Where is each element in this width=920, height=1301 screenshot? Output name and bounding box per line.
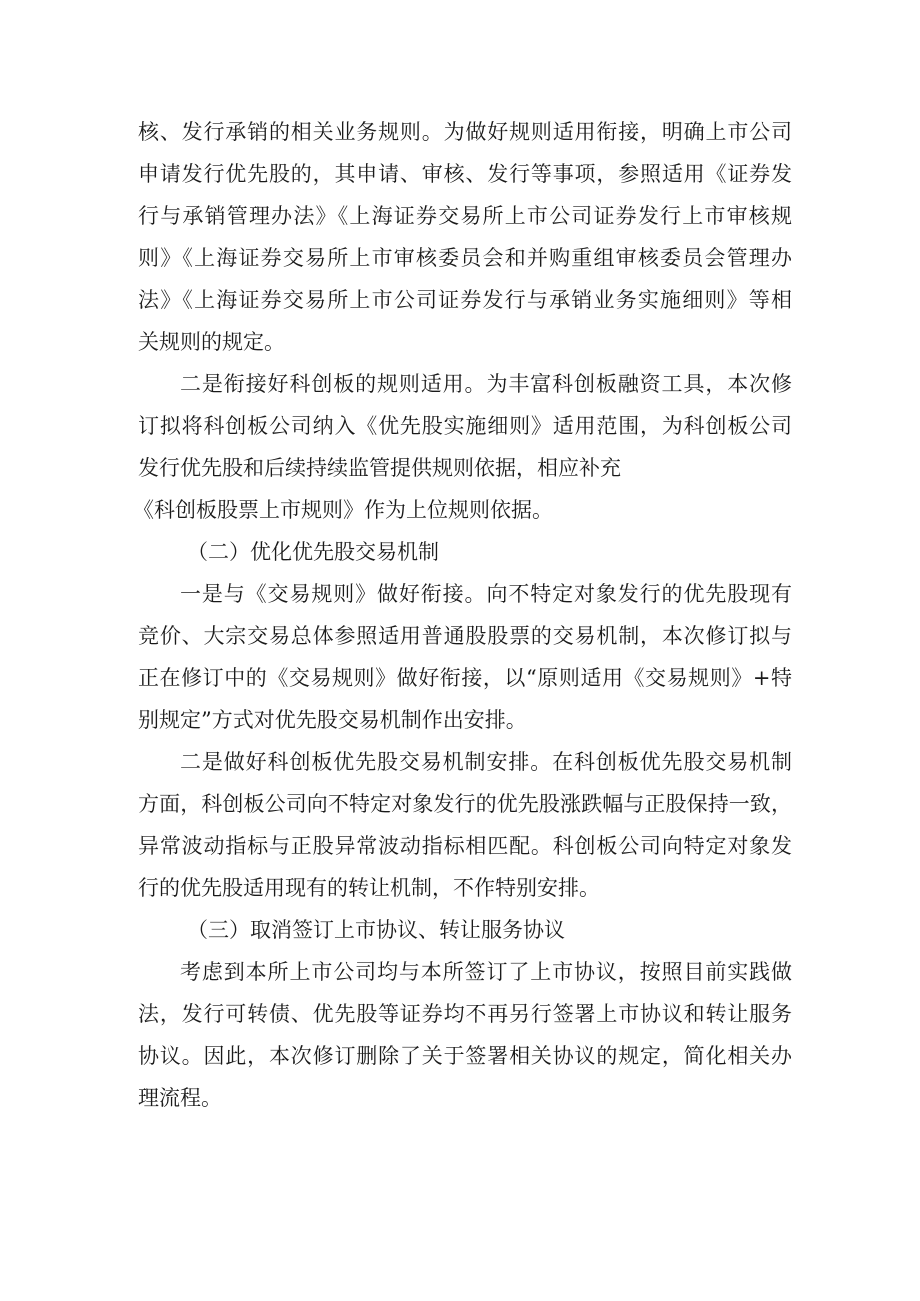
paragraph-line: 一是与《交易规则》做好衔接。向不特定对象发行的优先股现有 [180,582,792,606]
paragraph-line: 行与承销管理办法》《上海证券交易所上市公司证券发行上市审核规 [138,204,792,228]
paragraph-line: 二是衔接好科创板的规则适用。为丰富科创板融资工具，本次修 [180,372,792,396]
section-heading: （三）取消签订上市协议、转让服务协议 [187,918,565,942]
paragraph-line: 《科创板股票上市规则》作为上位规则依据。 [133,498,553,522]
paragraph-line: 申请发行优先股的，其申请、审核、发行等事项，参照适用《证券发 [138,162,792,186]
paragraph-line: 正在修订中的《交易规则》做好衔接，以“原则适用《交易规则》+特 [138,666,792,690]
paragraph-line: 别规定”方式对优先股交易机制作出安排。 [138,708,527,732]
paragraph-line: 发行优先股和后续持续监管提供规则依据，相应补充 [138,456,621,480]
paragraph-line: 考虑到本所上市公司均与本所签订了上市协议，按照目前实践做 [180,960,792,984]
paragraph-line: 法》《上海证券交易所上市公司证券发行与承销业务实施细则》等相 [138,288,792,312]
paragraph-line: 竞价、大宗交易总体参照适用普通股股票的交易机制，本次修订拟与 [138,624,792,648]
paragraph-line: 理流程。 [138,1086,222,1110]
paragraph-line: 异常波动指标与正股异常波动指标相匹配。科创板公司向特定对象发 [138,834,792,858]
paragraph-line: 行的优先股适用现有的转让机制，不作特别安排。 [138,876,600,900]
paragraph-line: 关规则的规定。 [138,330,285,354]
paragraph-line: 二是做好科创板优先股交易机制安排。在科创板优先股交易机制 [180,750,792,774]
paragraph-line: 核、发行承销的相关业务规则。为做好规则适用衔接，明确上市公司 [138,120,792,144]
paragraph-line: 则》《上海证券交易所上市审核委员会和并购重组审核委员会管理办 [138,246,792,270]
section-heading: （二）优化优先股交易机制 [187,540,439,564]
paragraph-line: 法，发行可转债、优先股等证券均不再另行签署上市协议和转让服务 [138,1002,792,1026]
paragraph-line: 订拟将科创板公司纳入《优先股实施细则》适用范围，为科创板公司 [138,414,792,438]
paragraph-line: 方面，科创板公司向不特定对象发行的优先股涨跌幅与正股保持一致， [138,792,792,816]
paragraph-line: 协议。因此，本次修订删除了关于签署相关协议的规定，简化相关办 [138,1044,792,1068]
